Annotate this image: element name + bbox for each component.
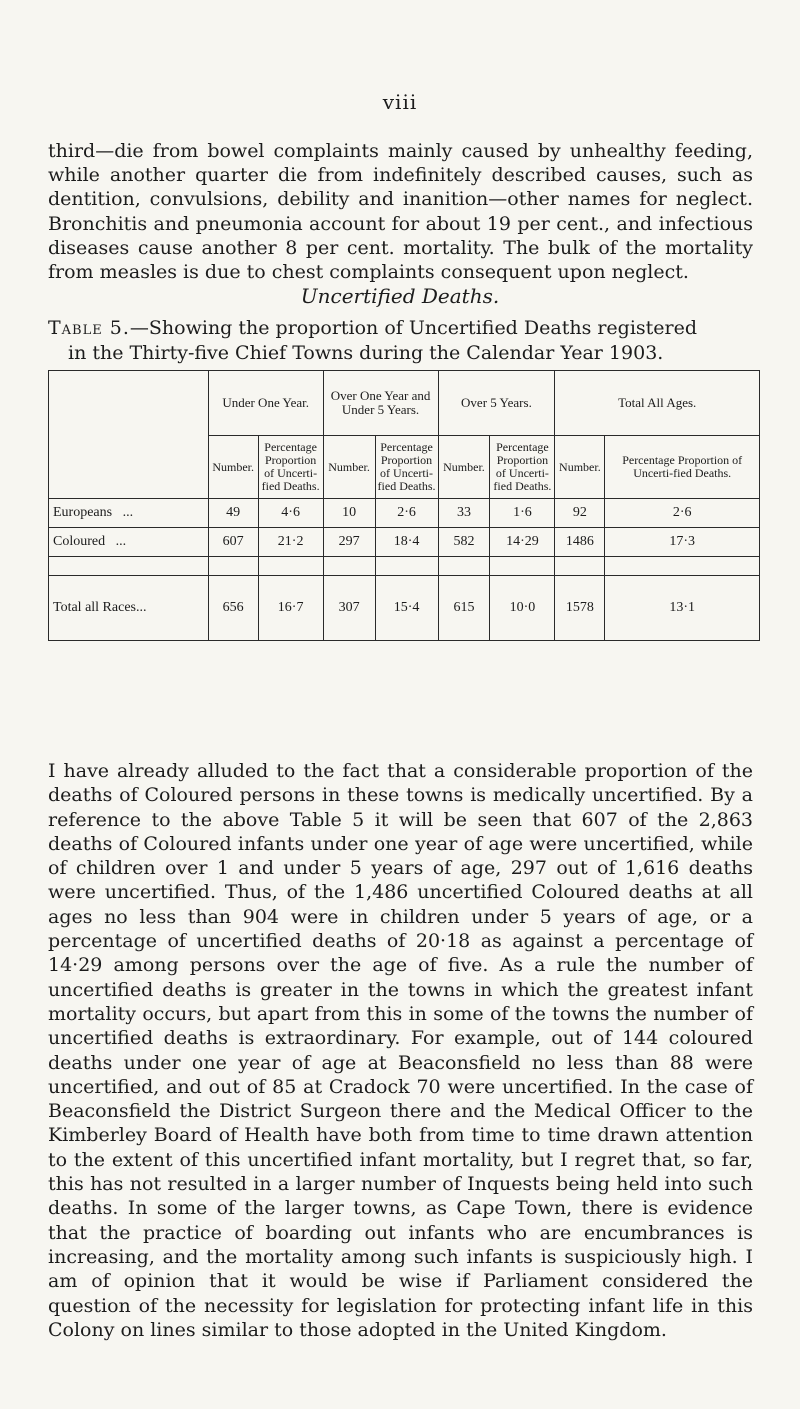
row-label: Europeans ... [49,499,209,528]
page-number: viii [382,90,418,114]
row-label: Total all Races... [49,576,209,641]
cell: 16·7 [258,576,323,641]
row-label: Coloured ... [49,528,209,557]
table-row-total [49,576,760,641]
age-group-header: Under One Year. [208,371,323,436]
age-group-header: Over One Year and Under 5 Years. [323,371,438,436]
percentage-header: Percentage Proportion of Uncerti-fied Deaths. [258,436,323,499]
cell: 33 [438,499,490,528]
cell: 656 [208,576,258,641]
cell: 2·6 [605,499,760,528]
number-header: Number. [208,436,258,499]
cell: 2·6 [375,499,438,528]
cell: 1486 [555,528,605,557]
cell: 14·29 [490,528,555,557]
body-paragraph: I have already alluded to the fact that a considerable proportion of the deaths of Coloured persons in these towns is medically uncertified. By a reference to the above Table 5 it will be seen that 607 of the 2,863 deaths of Coloured infants under one year of age were uncertified, while of children over 1 and under 5 years of age, 297 out of 1,616 deaths were uncertified. Thus, of the 1,486 uncertified Coloured deaths at all ages no less than 904 were in children under 5 years of age, or a percentage of uncertified deaths of 20·18 as against a percentage of 14·29 among persons over the age of five. As a rule the number of uncertified deaths is greater in the towns in which the greatest infant mortality occurs, but apart from this in some of the towns the number of uncertified deaths is extraordinary. For example, out of 144 coloured deaths under one year of age at Beaconsfield no less than 88 were uncertified, and out of 85 at Cradock 70 were uncertified. In the case of Beaconsfield the District Surgeon there and the Medical Officer to the Kimberley Board of Health have both from time to time drawn attention to the extent of this uncertified infant mortality, but I regret that, so far, this has not resulted in a larger number of Inquests being held into such deaths. In some of the larger towns, as Cape Town, there is evidence that the practice of boarding out infants who are encumbrances is increasing, and the mortality among such infants is suspiciously high. I am of opinion that it would be wise if Parliament considered the question of the necessity for legislation for protecting infant life in this Colony on lines similar to those adopted in the United Kingdom. [48,760,753,1341]
number-header: Number. [555,436,605,499]
table-caption-line-2: in the Thirty-five Chief Towns during the Calendar Year 1903. [68,341,664,364]
cell: 17·3 [605,528,760,557]
cell: 10 [323,499,375,528]
age-group-header: Total All Ages. [555,371,760,436]
table-caption-line-1: —Showing the proportion of Uncertified Deaths registered [129,317,698,339]
table-caption-label: Table 5. [48,317,130,339]
cell: 582 [438,528,490,557]
percentage-header: Percentage Proportion of Uncerti-fied Deaths. [490,436,555,499]
uncertified-deaths-table [48,370,760,641]
table-row-coloured [49,528,760,557]
cell: 607 [208,528,258,557]
cell: 4·6 [258,499,323,528]
cell: 10·0 [490,576,555,641]
corner-cell [49,371,209,499]
number-header: Number. [438,436,490,499]
cell: 18·4 [375,528,438,557]
cell: 1578 [555,576,605,641]
age-group-header: Over 5 Years. [438,371,555,436]
cell: 615 [438,576,490,641]
cell: 1·6 [490,499,555,528]
cell: 21·2 [258,528,323,557]
percentage-header: Percentage Proportion of Uncerti-fied Deaths. [375,436,438,499]
uncertified-deaths-table-wrapper [48,370,760,641]
cell: 49 [208,499,258,528]
number-header: Number. [323,436,375,499]
table-spacer-row [49,557,760,576]
cell: 13·1 [605,576,760,641]
cell: 92 [555,499,605,528]
table-row-europeans [49,499,760,528]
age-group-header-row [49,371,760,436]
table-caption [48,316,753,365]
percentage-header: Percentage Proportion of Uncerti-fied Deaths. [605,436,760,499]
cell: 307 [323,576,375,641]
section-heading: Uncertified Deaths. [300,284,500,308]
intro-paragraph: third—die from bowel complaints mainly caused by unhealthy feeding, while another quarter die from indefinitely described causes, such as dentition, convulsions, debility and inanition—other names for neglect. Bronchitis and pneumonia account for about 19 per cent., and infectious diseases cause another 8 per cent. mortality. The bulk of the mortality from measles is due to chest complaints consequent upon neglect. [48,140,753,284]
cell: 297 [323,528,375,557]
cell: 15·4 [375,576,438,641]
